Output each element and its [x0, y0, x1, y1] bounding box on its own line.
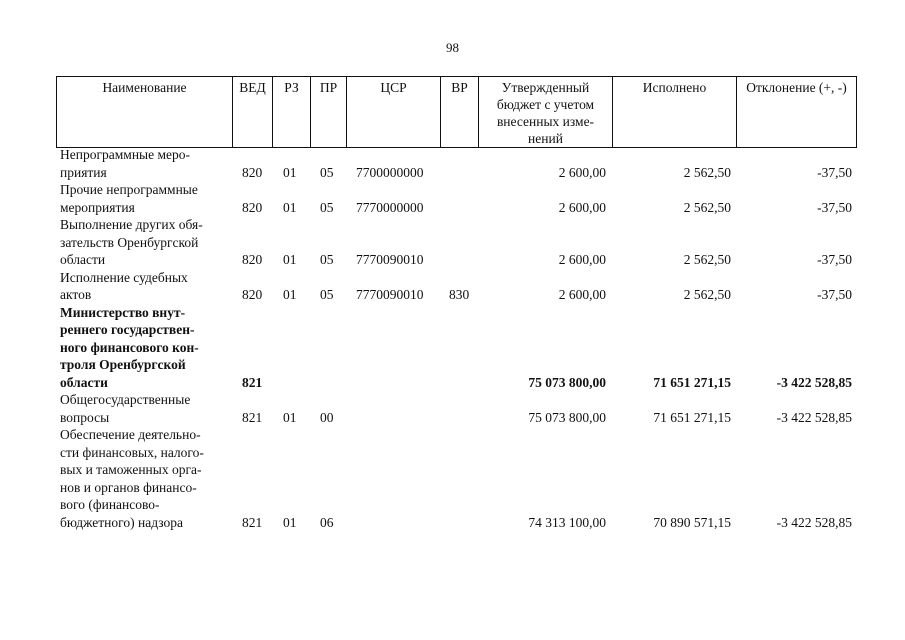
table-row — [56, 391, 856, 426]
ved-cell: 820 — [242, 199, 263, 215]
rz-cell: 01 — [283, 252, 297, 267]
budget-cell: 74 313 100,00 — [528, 514, 606, 530]
deviation-cell: -37,50 — [817, 287, 852, 302]
csr-cell: 7770090010 — [356, 287, 424, 302]
vr-cell: 830 — [449, 287, 470, 302]
ved-cell: 820 — [242, 287, 263, 302]
row-name: Министерство внут- реннего государствен- ного финансового кон- троля Оренбургской области — [60, 304, 199, 390]
ved-cell: 821 — [242, 514, 263, 530]
ved-cell: 820 — [242, 252, 263, 267]
page-number: 98 — [446, 40, 459, 55]
ved-cell: 821 — [242, 409, 263, 425]
csr-cell: 7770000000 — [356, 199, 424, 215]
header-budget: Утвержденный бюджет с учетом внесенных изме-нений — [479, 77, 613, 148]
pr-cell: 05 — [320, 287, 334, 302]
budget-cell: 2 600,00 — [558, 164, 606, 180]
deviation-cell: -3 422 528,85 — [776, 514, 852, 530]
done-cell: 2 562,50 — [683, 199, 731, 215]
rz-cell: 01 — [283, 199, 297, 215]
deviation-cell: -37,50 — [817, 164, 852, 180]
header-done: Исполнено — [613, 77, 737, 148]
budget-cell: 2 600,00 — [558, 199, 606, 215]
pr-cell: 05 — [320, 252, 334, 267]
done-cell: 2 562,50 — [683, 287, 731, 302]
row-name: Обеспечение деятельно- сти финансовых, налого- вых и таможенных орга- нов и органов финансо- вого (финансово- бюджетного) надзора — [60, 427, 204, 530]
header-deviation: Отклонение (+, -) — [737, 77, 857, 148]
deviation-cell: -3 422 528,85 — [776, 409, 852, 425]
row-name: Прочие непрограммные мероприятия — [60, 182, 198, 215]
table-row — [56, 426, 856, 531]
csr-cell: 7700000000 — [356, 164, 424, 180]
ved-cell: 821 — [242, 374, 263, 390]
deviation-cell: -37,50 — [817, 252, 852, 267]
row-name: Исполнение судебных актов — [60, 269, 188, 302]
header-name: Наименование — [57, 77, 233, 148]
row-name: Общегосударственные вопросы — [60, 392, 191, 425]
rz-cell: 01 — [283, 514, 297, 530]
table-body — [56, 146, 856, 531]
table-header — [56, 76, 857, 148]
budget-cell: 75 073 800,00 — [528, 409, 606, 425]
pr-cell: 00 — [320, 409, 334, 425]
table-row — [56, 216, 856, 269]
rz-cell: 01 — [283, 164, 297, 180]
row-name: Выполнение других обя- зательств Оренбургской области — [60, 217, 203, 267]
table-row — [56, 181, 856, 216]
done-cell: 2 562,50 — [683, 252, 731, 267]
pr-cell: 05 — [320, 164, 334, 180]
budget-cell: 2 600,00 — [558, 287, 606, 302]
table-row — [56, 269, 856, 304]
table-row — [56, 146, 856, 181]
row-name: Непрограммные меро- приятия — [60, 147, 191, 180]
rz-cell: 01 — [283, 409, 297, 425]
budget-cell: 2 600,00 — [558, 252, 606, 267]
done-cell: 71 651 271,15 — [653, 374, 731, 390]
done-cell: 2 562,50 — [683, 164, 731, 180]
pr-cell: 05 — [320, 199, 334, 215]
ved-cell: 820 — [242, 164, 263, 180]
header-pr: ПР — [311, 77, 347, 148]
done-cell: 70 890 571,15 — [653, 514, 731, 530]
rz-cell: 01 — [283, 287, 297, 302]
csr-cell: 7770090010 — [356, 252, 424, 267]
header-vr: ВР — [441, 77, 479, 148]
deviation-cell: -3 422 528,85 — [776, 374, 852, 390]
pr-cell: 06 — [320, 514, 334, 530]
header-rz: РЗ — [273, 77, 311, 148]
header-ved: ВЕД — [233, 77, 273, 148]
done-cell: 71 651 271,15 — [653, 409, 731, 425]
deviation-cell: -37,50 — [817, 199, 852, 215]
header-csr: ЦСР — [347, 77, 441, 148]
table-row — [56, 304, 856, 392]
budget-cell: 75 073 800,00 — [528, 374, 606, 390]
